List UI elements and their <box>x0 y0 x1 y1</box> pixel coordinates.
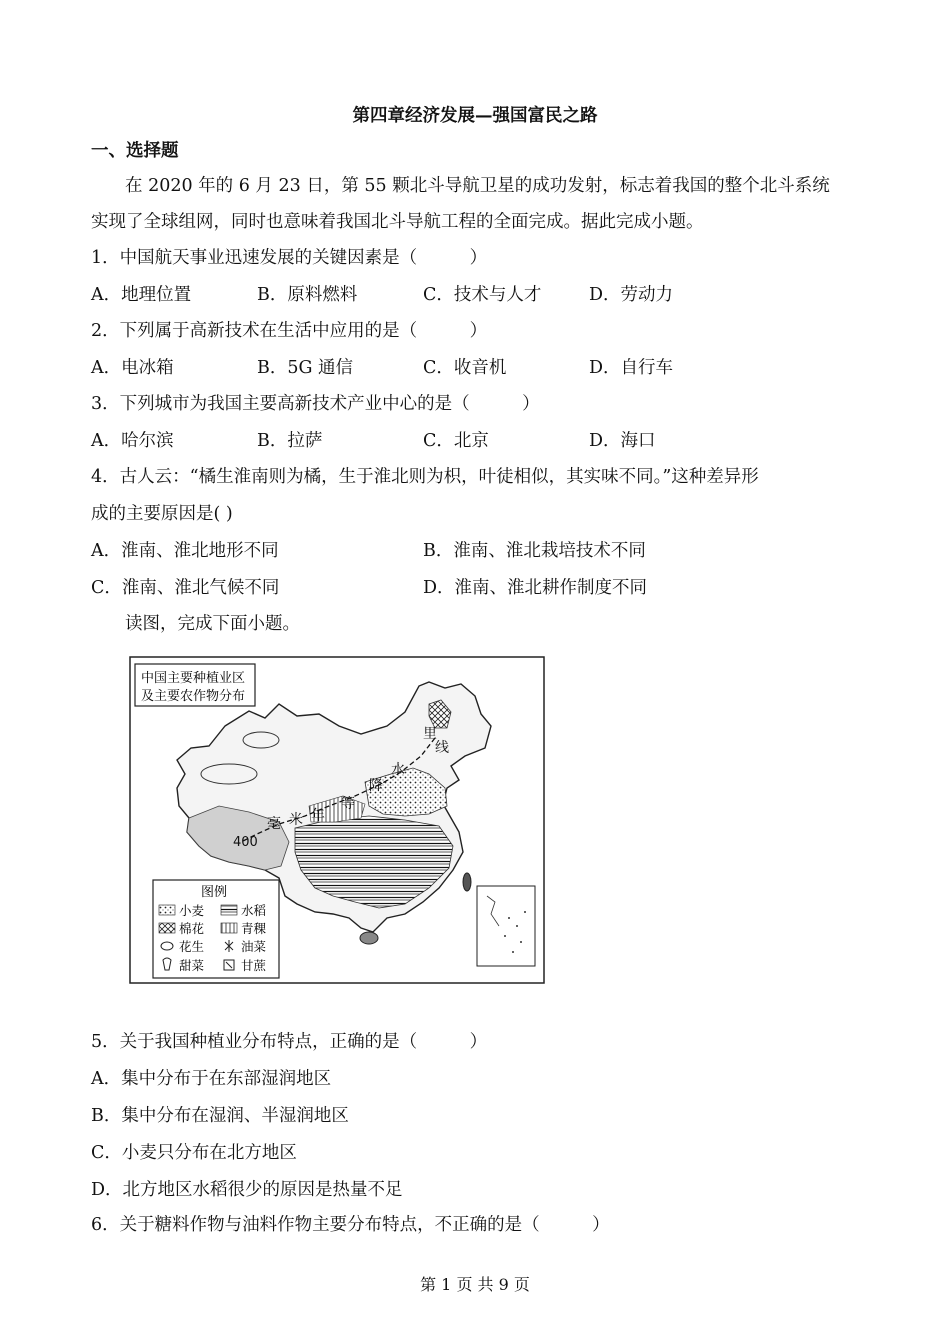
legend-label: 甘蔗 <box>241 958 267 973</box>
q3-stem: 3．下列城市为我国主要高新技术产业中心的是（ ） <box>91 394 540 414</box>
q4-option-b[interactable]: B．淮南、淮北栽培技术不同 <box>423 541 646 561</box>
isohyet-label: 毫 <box>267 816 281 832</box>
intro-line-2: 实现了全球组网，同时也意味着我国北斗导航工程的全面完成。据此完成小题。 <box>91 212 704 232</box>
legend-label: 水稻 <box>241 903 267 918</box>
q4-stem-line-1: 4．古人云：“橘生淮南则为橘，生于淮北则为枳，叶徒相似，其实味不同。”这种差异形 <box>91 467 759 487</box>
page-footer: 第 1 页 共 9 页 <box>420 1275 530 1294</box>
q3-option-b[interactable]: B．拉萨 <box>257 431 323 451</box>
isohyet-label: 线 <box>435 740 449 756</box>
legend-label: 花生 <box>179 939 205 954</box>
isohyet-label: 降 <box>369 778 383 794</box>
legend-label: 甜菜 <box>179 958 205 973</box>
q5-option-d[interactable]: D．北方地区水稻很少的原因是热量不足 <box>91 1180 403 1200</box>
q1-option-b[interactable]: B．原料燃料 <box>257 285 358 305</box>
q5-option-c[interactable]: C．小麦只分布在北方地区 <box>91 1143 297 1163</box>
q3-option-c[interactable]: C．北京 <box>423 431 489 451</box>
q2-option-c[interactable]: C．收音机 <box>423 358 507 378</box>
wheat-swatch <box>159 905 175 915</box>
q5-option-b[interactable]: B．集中分布在湿润、半湿润地区 <box>91 1106 349 1126</box>
q1-option-c[interactable]: C．技术与人才 <box>423 285 542 305</box>
read-map-instruction: 读图，完成下面小题。 <box>125 614 300 634</box>
rice-swatch <box>221 905 237 915</box>
map-title-line-2: 及主要农作物分布 <box>141 689 246 704</box>
isohyet-label: 400 <box>233 835 258 850</box>
cotton-swatch <box>159 923 175 933</box>
q4-option-a[interactable]: A．淮南、淮北地形不同 <box>91 541 279 561</box>
q2-option-b[interactable]: B．5G 通信 <box>257 358 354 378</box>
q2-option-a[interactable]: A．电冰箱 <box>91 358 174 378</box>
legend-label: 小麦 <box>179 903 205 918</box>
legend-title: 图例 <box>201 885 228 900</box>
highland-barley-swatch <box>221 923 237 933</box>
q1-option-a[interactable]: A．地理位置 <box>91 285 192 305</box>
section-heading: 一、选择题 <box>91 141 179 161</box>
isohyet-label: 水 <box>391 762 405 778</box>
q5-stem: 5．关于我国种植业分布特点，正确的是（ ） <box>91 1032 488 1052</box>
q2-stem: 2．下列属于高新技术在生活中应用的是（ ） <box>91 321 488 341</box>
legend-label: 青稞 <box>241 921 267 936</box>
q2-option-d[interactable]: D．自行车 <box>589 358 674 378</box>
page-title: 第四章经济发展—强国富民之路 <box>352 106 598 126</box>
legend-label: 油菜 <box>241 939 267 954</box>
q3-option-a[interactable]: A．哈尔滨 <box>91 431 174 451</box>
q1-stem: 1．中国航天事业迅速发展的关键因素是（ ） <box>91 248 488 268</box>
q5-option-a[interactable]: A．集中分布于在东部湿润地区 <box>91 1069 332 1089</box>
isohyet-label: 里 <box>423 726 437 742</box>
q6-stem: 6．关于糖料作物与油料作物主要分布特点，不正确的是（ ） <box>91 1215 610 1235</box>
isohyet-label: 等 <box>341 796 355 812</box>
crop-distribution-map <box>129 656 545 984</box>
map-title-line-1: 中国主要种植业区 <box>141 671 246 686</box>
q4-stem-line-2: 成的主要原因是( ) <box>91 504 233 524</box>
q1-option-d[interactable]: D．劳动力 <box>589 285 674 305</box>
legend-label: 棉花 <box>179 921 205 936</box>
intro-line-1: 在 2020 年的 6 月 23 日，第 55 颗北斗导航卫星的成功发射，标志着我国的整个北斗系统 <box>125 176 830 196</box>
isohyet-label: 米 <box>289 812 303 828</box>
isohyet-label: 年 <box>311 808 325 824</box>
q3-option-d[interactable]: D．海口 <box>589 431 656 451</box>
q4-option-c[interactable]: C．淮南、淮北气候不同 <box>91 578 280 598</box>
q4-option-d[interactable]: D．淮南、淮北耕作制度不同 <box>423 578 648 598</box>
